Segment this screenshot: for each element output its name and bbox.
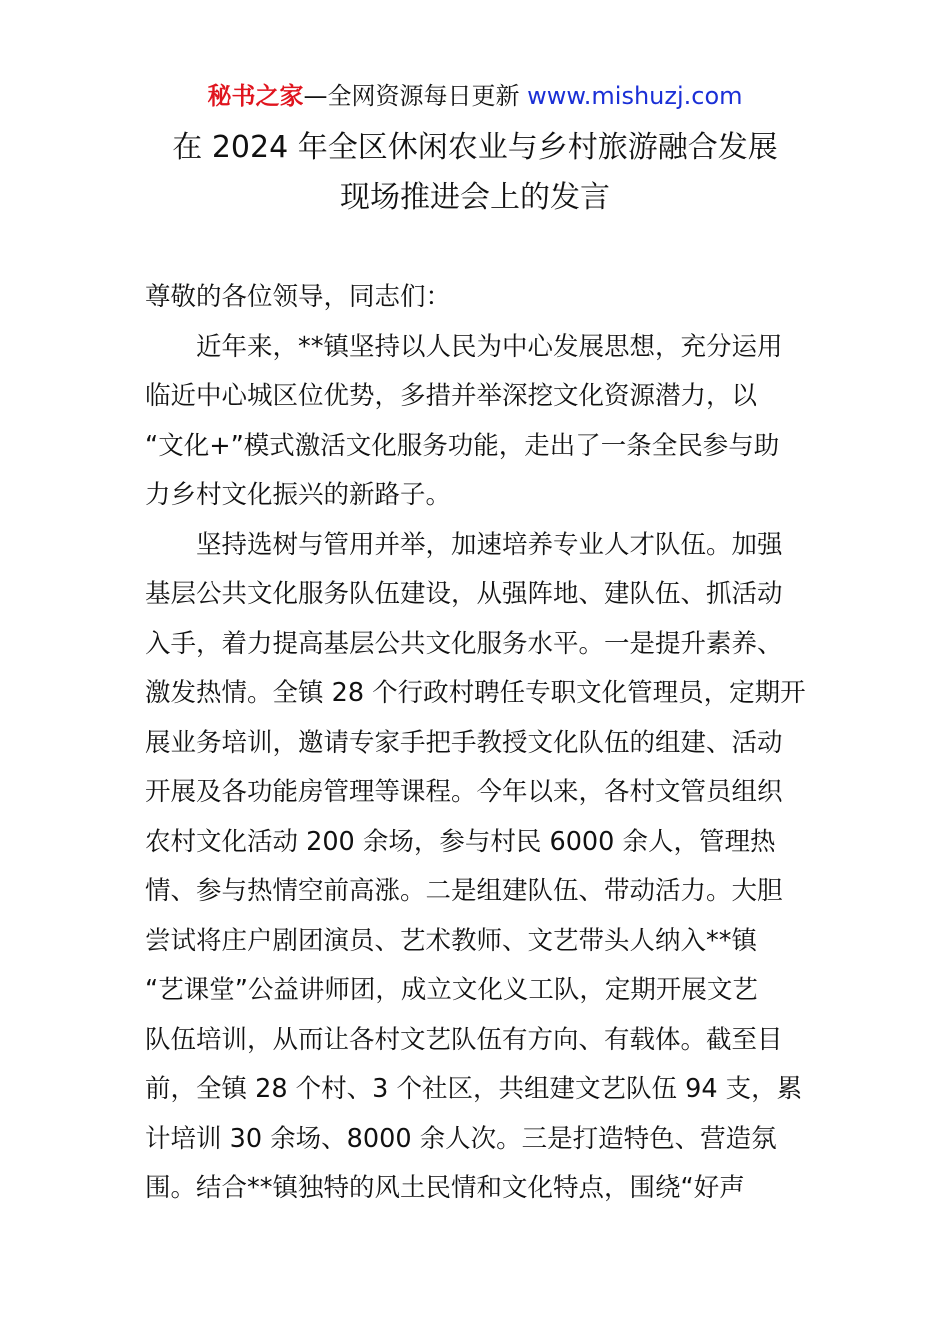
body-line: 情、参与热情空前高涨。二是组建队伍、带动活力。大胆 xyxy=(145,876,783,906)
body-line: 队伍培训，从而让各村文艺队伍有方向、有载体。截至目 xyxy=(145,1024,783,1055)
site-brand: 秘书之家 xyxy=(207,82,304,110)
body-line: 近年来，**镇坚持以人民为中心发展思想，充分运用 xyxy=(196,331,783,362)
body-line: “艺课堂”公益讲师团，成立文化义工队，定期开展文艺 xyxy=(145,975,758,1005)
body-line: 展业务培训，邀请专家手把手教授文化队伍的组建、活动 xyxy=(145,727,783,758)
body-line: 尝试将庄户剧团演员、艺术教师、文艺带头人纳入**镇 xyxy=(145,925,758,956)
body-line: 开展及各功能房管理等课程。今年以来，各村文管员组织 xyxy=(145,777,783,807)
body-line: “文化+”模式激活文化服务功能，走出了一条全民参与助 xyxy=(145,430,780,461)
body-line: 计培训 30 余场、8000 余人次。三是打造特色、营造氛 xyxy=(145,1123,777,1154)
body-line: 坚持选树与管用并举，加速培养专业人才队伍。加强 xyxy=(196,529,783,560)
body-line: 围。结合**镇独特的风土民情和文化特点，围绕“好声 xyxy=(145,1173,745,1203)
body-line: 力乡村文化振兴的新路子。 xyxy=(145,480,452,510)
body-line: 临近中心城区位优势，多措并举深挖文化资源潜力，以 xyxy=(145,381,758,411)
site-header xyxy=(0,80,950,112)
site-url-link[interactable]: www.mishuzj.com xyxy=(527,82,743,110)
body-line: 前，全镇 28 个村、3 个社区，共组建文艺队伍 94 支，累 xyxy=(145,1074,803,1104)
salutation: 尊敬的各位领导，同志们： xyxy=(145,282,452,312)
document-body xyxy=(145,273,825,1214)
document-title-line-1: 在 2024 年全区休闲农业与乡村旅游融合发展 xyxy=(172,130,778,165)
body-line: 农村文化活动 200 余场，参与村民 6000 余人，管理热 xyxy=(145,826,776,857)
body-line: 激发热情。全镇 28 个行政村聘任专职文化管理员，定期开 xyxy=(145,678,806,708)
body-line: 基层公共文化服务队伍建设，从强阵地、建队伍、抓活动 xyxy=(145,579,783,609)
body-line: 入手，着力提高基层公共文化服务水平。一是提升素养、 xyxy=(145,628,783,659)
site-tagline: —全网资源每日更新 xyxy=(303,82,528,110)
document-title-line-2: 现场推进会上的发言 xyxy=(340,180,610,215)
